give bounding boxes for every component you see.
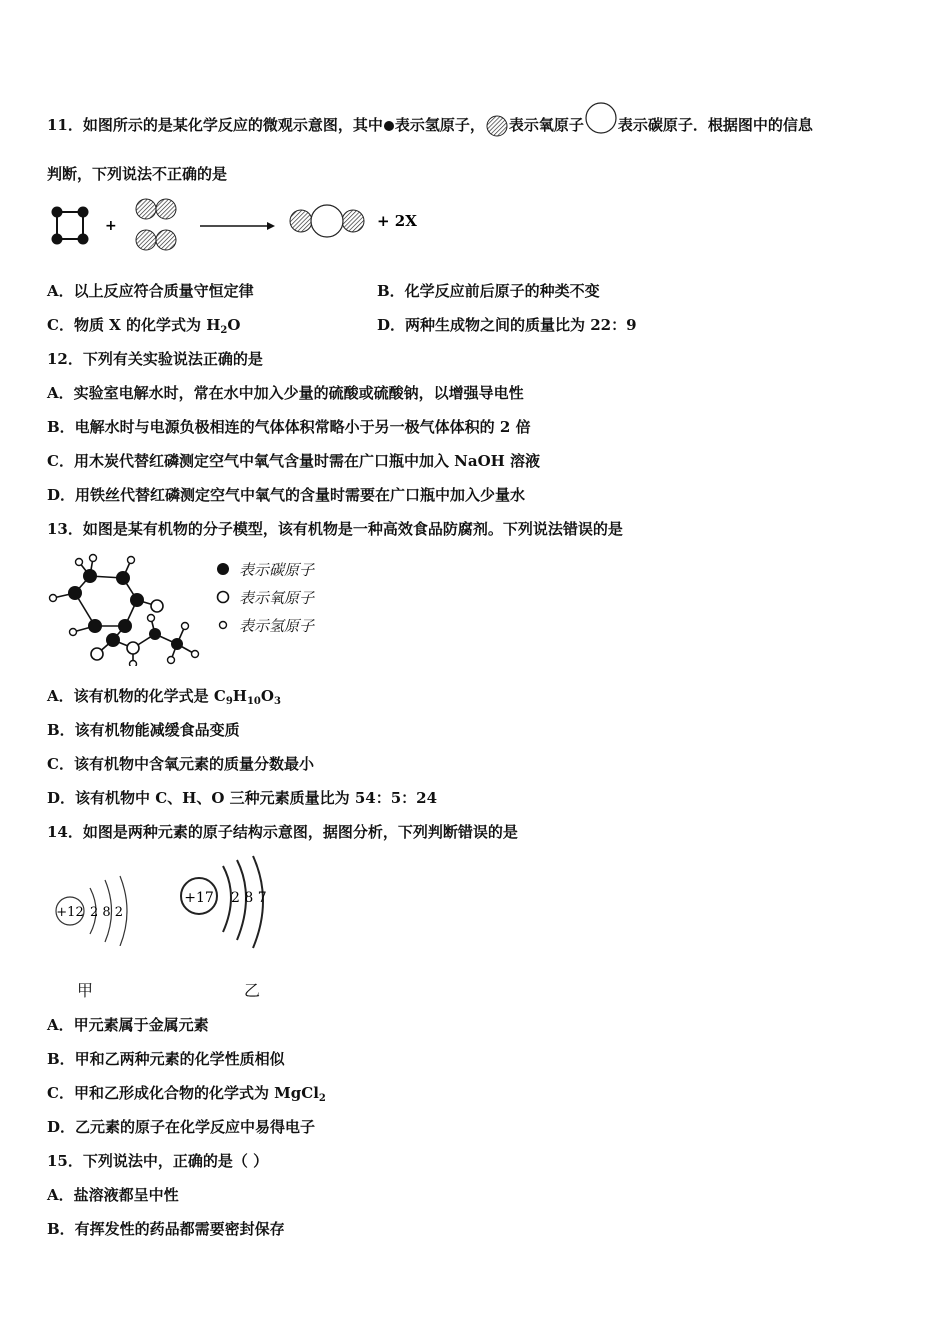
oxygen-legend-icon bbox=[215, 589, 231, 605]
q13-option-b: B．该有机物能减缓食品变质 bbox=[47, 721, 240, 739]
jia-shells: 2 8 2 bbox=[90, 905, 124, 920]
q11-option-b: B．化学反应前后原子的种类不变 bbox=[377, 282, 600, 300]
reaction-diagram bbox=[45, 195, 425, 257]
q14-option-b: B．甲和乙两种元素的化学性质相似 bbox=[47, 1050, 285, 1068]
carbon-atom-icon bbox=[584, 101, 618, 135]
plus-sign: + bbox=[105, 218, 117, 234]
q13-stem: 13．如图是某有机物的分子模型，该有机物是一种高效食品防腐剂。下列说法错误的是 bbox=[47, 520, 623, 538]
q14-option-d: D．乙元素的原子在化学反应中易得电子 bbox=[47, 1118, 316, 1136]
carbon-legend-icon bbox=[215, 561, 231, 577]
q12-option-d: D．用铁丝代替红磷测定空气中氧气的含量时需要在广口瓶中加入少量水 bbox=[47, 486, 526, 504]
q11-stem-line1: 11．如图所示的是某化学反应的微观示意图，其中 表示氢原子， 表示氧原子 表示碳原子．根据图中的信息 bbox=[47, 114, 813, 138]
q13-option-a: A．该有机物的化学式是 $C_9H_{10}O_3$ bbox=[47, 687, 281, 707]
legend-hydrogen: 表示氢原子 bbox=[215, 611, 355, 639]
q13-option-d: D．该有机物中 C、H、O 三种元素质量比为 54：5：24 bbox=[47, 789, 438, 807]
product-co2-molecule bbox=[290, 205, 364, 237]
q12-stem: 12．下列有关实验说法正确的是 bbox=[47, 350, 263, 368]
q11-option-c: C．物质 X 的化学式为 $H_2O$ bbox=[47, 316, 241, 336]
atom-label-jia: 甲 bbox=[77, 981, 94, 1000]
q15-option-a: A．盐溶液都呈中性 bbox=[47, 1186, 179, 1204]
q14-option-a: A．甲元素属于金属元素 bbox=[47, 1016, 209, 1034]
q11-stem-line2: 判断，下列说法不正确的是 bbox=[47, 165, 228, 183]
q15-option-b: B．有挥发性的药品都需要密封保存 bbox=[47, 1220, 285, 1238]
q14-option-c: C．甲和乙形成化合物的化学式为 MgCl$_2$ bbox=[47, 1084, 326, 1104]
yi-nucleus: +17 bbox=[184, 890, 214, 906]
molecule-legend bbox=[215, 555, 355, 639]
legend-oxygen: 表示氧原子 bbox=[215, 583, 355, 611]
legend-carbon: 表示碳原子 bbox=[215, 555, 355, 583]
reactant-oxygen-molecules bbox=[136, 199, 176, 250]
oxygen-atom-icon bbox=[485, 114, 509, 138]
q11-option-a: A．以上反应符合质量守恒定律 bbox=[47, 282, 254, 300]
molecule-model bbox=[45, 548, 215, 666]
q12-option-a: A．实验室电解水时，常在水中加入少量的硫酸或硫酸钠，以增强导电性 bbox=[47, 384, 524, 402]
reaction-arrow bbox=[200, 222, 275, 230]
atom-label-yi: 乙 bbox=[244, 981, 261, 1000]
q11-option-d: D．两种生成物之间的质量比为 22：9 bbox=[377, 316, 637, 334]
jia-nucleus: +12 bbox=[56, 905, 84, 920]
q12-option-b: B．电解水时与电源负极相连的气体体积常略小于另一极气体体积的 2 倍 bbox=[47, 418, 531, 436]
q14-stem: 14．如图是两种元素的原子结构示意图，据图分析，下列判断错误的是 bbox=[47, 823, 518, 841]
hydrogen-legend-icon bbox=[215, 617, 231, 633]
reactant-hydrogen-cluster bbox=[52, 207, 89, 245]
yi-shells: 2 8 7 bbox=[231, 890, 267, 906]
atom-structure-yi bbox=[175, 852, 280, 952]
atom-structure-jia bbox=[50, 866, 140, 946]
product-2x: + 2X bbox=[377, 212, 417, 230]
hydrogen-atom-icon bbox=[383, 120, 395, 132]
q13-option-c: C．该有机物中含氧元素的质量分数最小 bbox=[47, 755, 314, 773]
q15-stem: 15．下列说法中，正确的是（ ） bbox=[47, 1152, 269, 1170]
q12-option-c: C．用木炭代替红磷测定空气中氧气含量时需在广口瓶中加入 NaOH 溶液 bbox=[47, 452, 541, 470]
